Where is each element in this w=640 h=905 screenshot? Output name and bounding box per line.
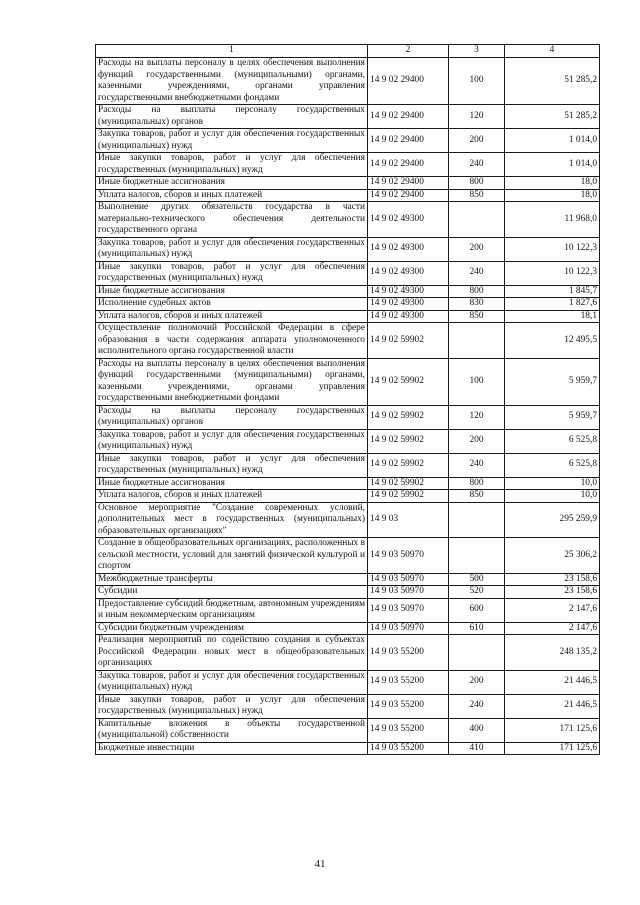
row-name: Создание в общеобразовательных организациях, расположенных в сельской местности, условий для занятий физической культурой и спортом [96, 538, 368, 574]
row-expense-type: 120 [449, 105, 505, 129]
row-amount: 51 285,2 [505, 58, 600, 105]
row-amount: 6 525,8 [505, 453, 600, 477]
budget-document [95, 44, 599, 755]
row-name: Расходы на выплаты персоналу в целях обеспечения выполнения функций государственными (муниципальными) органами, казенными учреждениями, органами управления государственными внебюджетными фондами [96, 58, 368, 105]
table-row [96, 405, 600, 429]
row-amount: 2 147,6 [505, 622, 600, 635]
row-name: Иные закупки товаров, работ и услуг для обеспечения государственных (муниципальных) нужд [96, 261, 368, 285]
row-expense-type: 100 [449, 358, 505, 405]
row-amount: 5 959,7 [505, 358, 600, 405]
table-row [96, 298, 600, 311]
table-row [96, 502, 600, 538]
row-amount: 6 525,8 [505, 429, 600, 453]
row-amount: 171 125,6 [505, 718, 600, 742]
row-code: 14 9 02 49300 [368, 285, 449, 298]
row-code: 14 9 02 59902 [368, 358, 449, 405]
table-row [96, 237, 600, 261]
page-number: 41 [314, 858, 326, 870]
row-amount: 171 125,6 [505, 742, 600, 755]
row-amount: 21 446,5 [505, 694, 600, 718]
row-amount: 1 827,6 [505, 298, 600, 311]
row-code: 14 9 03 55200 [368, 718, 449, 742]
row-amount: 1 014,0 [505, 129, 600, 153]
row-expense-type: 120 [449, 405, 505, 429]
row-name: Уплата налогов, сборов и иных платежей [96, 189, 368, 202]
row-amount: 5 959,7 [505, 405, 600, 429]
row-expense-type: 200 [449, 129, 505, 153]
row-amount: 23 158,6 [505, 573, 600, 586]
row-name: Субсидии бюджетным учреждениям [96, 622, 368, 635]
row-code: 14 9 02 49300 [368, 202, 449, 238]
table-row [96, 58, 600, 105]
row-name: Бюджетные инвестиции [96, 742, 368, 755]
table-row [96, 586, 600, 599]
row-name: Закупка товаров, работ и услуг для обеспечения государственных (муниципальных) нужд [96, 129, 368, 153]
budget-table [95, 44, 600, 755]
row-expense-type [449, 538, 505, 574]
row-amount: 12 495,5 [505, 323, 600, 359]
row-expense-type: 520 [449, 586, 505, 599]
table-row [96, 202, 600, 238]
row-name: Расходы на выплаты персоналу в целях обеспечения выполнения функций государственными (муниципальными) органами, казенными учреждениями, органами управления государственными внебюджетными фондами [96, 358, 368, 405]
row-expense-type: 830 [449, 298, 505, 311]
row-code: 14 9 02 59902 [368, 429, 449, 453]
row-amount: 295 259,9 [505, 502, 600, 538]
row-name: Уплата налогов, сборов и иных платежей [96, 310, 368, 323]
row-name: Закупка товаров, работ и услуг для обеспечения государственных (муниципальных) нужд [96, 237, 368, 261]
row-expense-type: 240 [449, 453, 505, 477]
row-code: 14 9 02 29400 [368, 129, 449, 153]
row-name: Исполнение судебных актов [96, 298, 368, 311]
row-code: 14 9 02 59902 [368, 405, 449, 429]
row-code: 14 9 02 49300 [368, 237, 449, 261]
row-expense-type: 800 [449, 477, 505, 490]
row-expense-type: 600 [449, 598, 505, 622]
row-name: Иные бюджетные ассигнования [96, 477, 368, 490]
table-row [96, 189, 600, 202]
table-row [96, 285, 600, 298]
row-expense-type: 400 [449, 718, 505, 742]
row-expense-type: 500 [449, 573, 505, 586]
table-row [96, 694, 600, 718]
row-amount: 10 122,3 [505, 237, 600, 261]
table-row [96, 477, 600, 490]
table-header-row [96, 45, 600, 58]
row-code: 14 9 02 59902 [368, 323, 449, 359]
row-amount: 10 122,3 [505, 261, 600, 285]
row-expense-type [449, 323, 505, 359]
row-code: 14 9 03 55200 [368, 742, 449, 755]
row-amount: 23 158,6 [505, 586, 600, 599]
row-code: 14 9 02 49300 [368, 298, 449, 311]
table-row [96, 598, 600, 622]
row-amount: 18,1 [505, 310, 600, 323]
row-name: Закупка товаров, работ и услуг для обеспечения государственных (муниципальных) нужд [96, 429, 368, 453]
table-row [96, 323, 600, 359]
row-code: 14 9 02 29400 [368, 177, 449, 190]
row-code: 14 9 02 59902 [368, 490, 449, 503]
row-name: Иные бюджетные ассигнования [96, 285, 368, 298]
row-expense-type: 410 [449, 742, 505, 755]
table-row [96, 129, 600, 153]
row-name: Иные бюджетные ассигнования [96, 177, 368, 190]
row-expense-type [449, 502, 505, 538]
row-amount: 21 446,5 [505, 670, 600, 694]
row-name: Осуществление полномочий Российской Федерации в сфере образования в части содержания аппарата уполномоченного исполнительного органа государственной власти [96, 323, 368, 359]
row-expense-type: 850 [449, 310, 505, 323]
row-amount: 248 135,2 [505, 635, 600, 671]
row-amount: 10,0 [505, 490, 600, 503]
table-row [96, 310, 600, 323]
row-expense-type: 100 [449, 58, 505, 105]
row-code: 14 9 02 29400 [368, 153, 449, 177]
table-row [96, 742, 600, 755]
table-row [96, 177, 600, 190]
row-expense-type: 200 [449, 429, 505, 453]
row-expense-type: 200 [449, 237, 505, 261]
row-amount: 11 968,0 [505, 202, 600, 238]
row-code: 14 9 02 49300 [368, 310, 449, 323]
row-name: Субсидии [96, 586, 368, 599]
table-row [96, 635, 600, 671]
table-row [96, 105, 600, 129]
column-header-amount: 4 [505, 45, 600, 58]
row-name: Капитальные вложения в объекты государственной (муниципальной) собственности [96, 718, 368, 742]
row-code: 14 9 02 29400 [368, 58, 449, 105]
row-name: Расходы на выплаты персоналу государственных (муниципальных) органов [96, 405, 368, 429]
row-code: 14 9 03 55200 [368, 694, 449, 718]
row-expense-type: 240 [449, 694, 505, 718]
column-header-name: 1 [96, 45, 368, 58]
row-name: Реализация мероприятий по содействию создания в субъектах Российской Федерации новых мест в общеобразовательных организациях [96, 635, 368, 671]
row-name: Предоставление субсидий бюджетным, автономным учреждениям и иным некоммерческим организациям [96, 598, 368, 622]
table-body [96, 58, 600, 755]
table-row [96, 358, 600, 405]
row-name: Основное мероприятие "Создание современных условий, дополнительных мест в государственных (муниципальных) образовательных организациях" [96, 502, 368, 538]
row-expense-type: 800 [449, 177, 505, 190]
row-code: 14 9 03 50970 [368, 538, 449, 574]
row-code: 14 9 03 55200 [368, 635, 449, 671]
row-code: 14 9 02 59902 [368, 453, 449, 477]
row-name: Уплата налогов, сборов и иных платежей [96, 490, 368, 503]
row-code: 14 9 03 50970 [368, 622, 449, 635]
row-code: 14 9 03 55200 [368, 670, 449, 694]
row-expense-type: 200 [449, 670, 505, 694]
row-expense-type: 240 [449, 153, 505, 177]
row-expense-type: 850 [449, 490, 505, 503]
row-name: Выполнение других обязательств государства в части материально-технического обеспечения деятельности государственного органа [96, 202, 368, 238]
row-code: 14 9 02 49300 [368, 261, 449, 285]
table-row [96, 538, 600, 574]
row-amount: 51 285,2 [505, 105, 600, 129]
row-name: Межбюджетные трансферты [96, 573, 368, 586]
column-header-expense-type: 3 [449, 45, 505, 58]
table-row [96, 573, 600, 586]
row-amount: 10,0 [505, 477, 600, 490]
table-row [96, 429, 600, 453]
row-amount: 2 147,6 [505, 598, 600, 622]
row-code: 14 9 02 59902 [368, 477, 449, 490]
row-amount: 25 306,2 [505, 538, 600, 574]
table-row [96, 622, 600, 635]
row-expense-type: 240 [449, 261, 505, 285]
row-code: 14 9 03 50970 [368, 598, 449, 622]
row-amount: 1 014,0 [505, 153, 600, 177]
row-code: 14 9 03 50970 [368, 573, 449, 586]
row-name: Расходы на выплаты персоналу государственных (муниципальных) органов [96, 105, 368, 129]
row-expense-type: 610 [449, 622, 505, 635]
row-name: Иные закупки товаров, работ и услуг для обеспечения государственных (муниципальных) нужд [96, 694, 368, 718]
row-expense-type [449, 635, 505, 671]
row-code: 14 9 03 50970 [368, 586, 449, 599]
row-code: 14 9 03 [368, 502, 449, 538]
row-expense-type [449, 202, 505, 238]
table-row [96, 261, 600, 285]
row-name: Закупка товаров, работ и услуг для обеспечения государственных (муниципальных) нужд [96, 670, 368, 694]
row-amount: 1 845,7 [505, 285, 600, 298]
row-code: 14 9 02 29400 [368, 189, 449, 202]
row-expense-type: 850 [449, 189, 505, 202]
row-code: 14 9 02 29400 [368, 105, 449, 129]
table-row [96, 453, 600, 477]
row-name: Иные закупки товаров, работ и услуг для обеспечения государственных (муниципальных) нужд [96, 153, 368, 177]
row-expense-type: 800 [449, 285, 505, 298]
table-row [96, 718, 600, 742]
column-header-code: 2 [368, 45, 449, 58]
row-amount: 18,0 [505, 177, 600, 190]
row-amount: 18,0 [505, 189, 600, 202]
row-name: Иные закупки товаров, работ и услуг для обеспечения государственных (муниципальных) нужд [96, 453, 368, 477]
table-row [96, 153, 600, 177]
table-row [96, 490, 600, 503]
table-row [96, 670, 600, 694]
